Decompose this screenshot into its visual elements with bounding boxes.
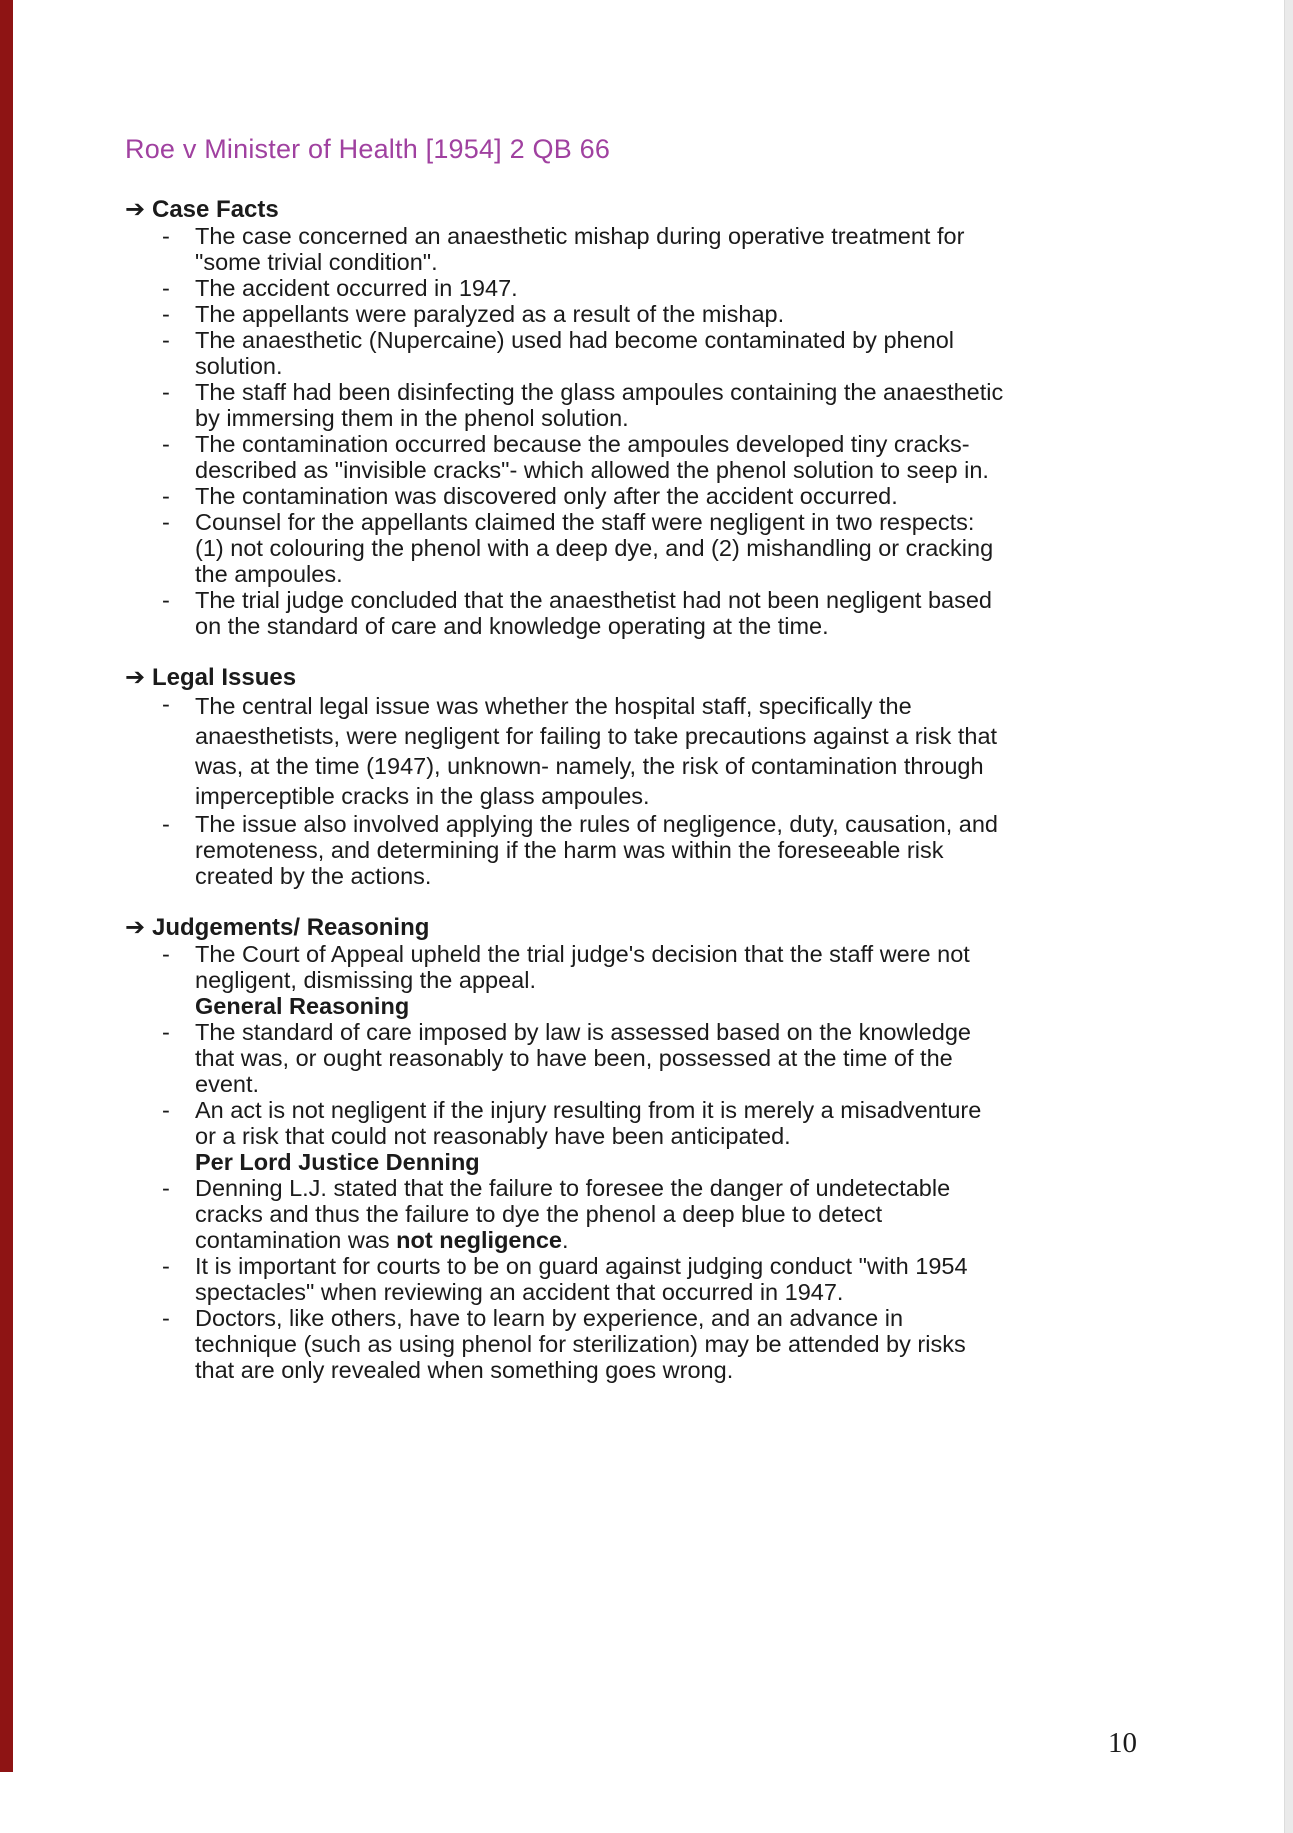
bullet-item xyxy=(125,1305,1187,1383)
bullet-item xyxy=(125,1253,1187,1305)
bullet-item xyxy=(125,1175,1187,1253)
bullet-text: The case concerned an anaesthetic mishap during operative treatment for "some trivial condition". xyxy=(195,223,965,275)
bullet-text: The Court of Appeal upheld the trial judge's decision that the staff were not negligent, dismissing the appeal. xyxy=(195,941,970,993)
bullet-text: The appellants were paralyzed as a result of the mishap. xyxy=(195,301,785,327)
case-title: Roe v Minister of Health [1954] 2 QB 66 xyxy=(125,134,611,164)
bullet-item xyxy=(125,509,1187,587)
bullet-item xyxy=(125,431,1187,483)
bullet-dash: - xyxy=(162,691,170,717)
bullet-dash: - xyxy=(162,811,170,837)
arrow-icon: ➔ xyxy=(125,195,146,223)
bullet-text: The accident occurred in 1947. xyxy=(195,275,518,301)
bullet-dash: - xyxy=(162,941,170,967)
section-judgements-reasoning xyxy=(125,914,1187,1383)
bullet-list xyxy=(125,691,1187,889)
bullet-dash: - xyxy=(162,223,170,249)
bullet-item xyxy=(125,811,1187,889)
bullet-item xyxy=(125,483,1187,509)
bullet-text: The issue also involved applying the rules of negligence, duty, causation, and remoteness, and determining if the harm was within the foreseeable risk created by the actions. xyxy=(195,811,998,889)
bullet-item xyxy=(125,1019,1187,1097)
bullet-list xyxy=(125,941,1187,1383)
bullet-text: The staff had been disinfecting the glass ampoules containing the anaesthetic by immersing them in the phenol solution. xyxy=(195,379,1004,431)
bullet-text: The standard of care imposed by law is assessed based on the knowledge that was, or ought reasonably to have been, possessed at the time of the event. xyxy=(195,1019,971,1097)
bullet-text: Denning L.J. stated that the failure to foresee the danger of undetectable cracks and thus the failure to dye the phenol a deep blue to detect contamination was not negligence. xyxy=(195,1175,951,1253)
bullet-item xyxy=(125,223,1187,275)
bullet-item xyxy=(125,691,1187,811)
bullet-text: It is important for courts to be on guard against judging conduct "with 1954 spectacles" when reviewing an accident that occurred in 1947. xyxy=(195,1253,968,1305)
bullet-item xyxy=(125,301,1187,327)
bullet-text: Doctors, like others, have to learn by experience, and an advance in technique (such as using phenol for sterilization) may be attended by risks that are only revealed when something goes wrong. xyxy=(195,1305,966,1383)
bullet-dash: - xyxy=(162,275,170,301)
bullet-dash: - xyxy=(162,1175,170,1201)
inline-subheading: General Reasoning xyxy=(195,993,410,1019)
bullet-text: An act is not negligent if the injury resulting from it is merely a misadventure or a risk that could not reasonably have been anticipated. xyxy=(195,1097,982,1149)
arrow-icon: ➔ xyxy=(125,663,146,691)
bullet-item xyxy=(125,1097,1187,1149)
bullet-text: The contamination was discovered only after the accident occurred. xyxy=(195,483,898,509)
section-legal-issues xyxy=(125,664,1187,889)
bullet-dash: - xyxy=(162,1097,170,1123)
bullet-dash: - xyxy=(162,1305,170,1331)
bullet-text: The trial judge concluded that the anaesthetist had not been negligent based on the standard of care and knowledge operating at the time. xyxy=(195,587,992,639)
inline-subheading: Per Lord Justice Denning xyxy=(195,1149,480,1175)
section-heading xyxy=(125,914,1187,941)
bullet-item xyxy=(125,275,1187,301)
section-heading-label: Legal Issues xyxy=(152,664,297,691)
bullet-dash: - xyxy=(162,483,170,509)
page-number: 10 xyxy=(1108,1727,1137,1759)
bullet-dash: - xyxy=(162,379,170,405)
bullet-dash: - xyxy=(162,1019,170,1045)
bullet-dash: - xyxy=(162,327,170,353)
left-margin-stripe xyxy=(0,0,13,1772)
bullet-text: The anaesthetic (Nupercaine) used had become contaminated by phenol solution. xyxy=(195,327,955,379)
bullet-dash: - xyxy=(162,431,170,457)
notes-content xyxy=(125,134,1187,1383)
bullet-text: The contamination occurred because the ampoules developed tiny cracks- described as "invisible cracks"- which allowed the phenol solution to seep in. xyxy=(195,431,989,483)
bullet-dash: - xyxy=(162,301,170,327)
section-heading xyxy=(125,664,1187,691)
bullet-list xyxy=(125,223,1187,639)
arrow-icon: ➔ xyxy=(125,913,146,941)
bullet-text: Counsel for the appellants claimed the staff were negligent in two respects: (1) not colouring the phenol with a deep dye, and (2) mishandling or cracking the ampoules. xyxy=(195,509,994,587)
section-case-facts xyxy=(125,196,1187,639)
bullet-item xyxy=(125,941,1187,993)
bullet-item xyxy=(125,379,1187,431)
section-heading-label: Case Facts xyxy=(152,196,279,223)
page-right-edge xyxy=(1284,0,1293,1833)
section-heading-label: Judgements/ Reasoning xyxy=(152,914,430,941)
bullet-dash: - xyxy=(162,1253,170,1279)
bullet-dash: - xyxy=(162,587,170,613)
bullet-item xyxy=(125,587,1187,639)
sections-container xyxy=(125,196,1187,1383)
bullet-item xyxy=(125,327,1187,379)
section-heading xyxy=(125,196,1187,223)
bullet-text: The central legal issue was whether the hospital staff, specifically the anaesthetists, were negligent for failing to take precautions against a risk that was, at the time (1947), unknown- namely, the risk of contamination through imperceptible cracks in the glass ampoules. xyxy=(195,693,998,809)
bullet-dash: - xyxy=(162,509,170,535)
